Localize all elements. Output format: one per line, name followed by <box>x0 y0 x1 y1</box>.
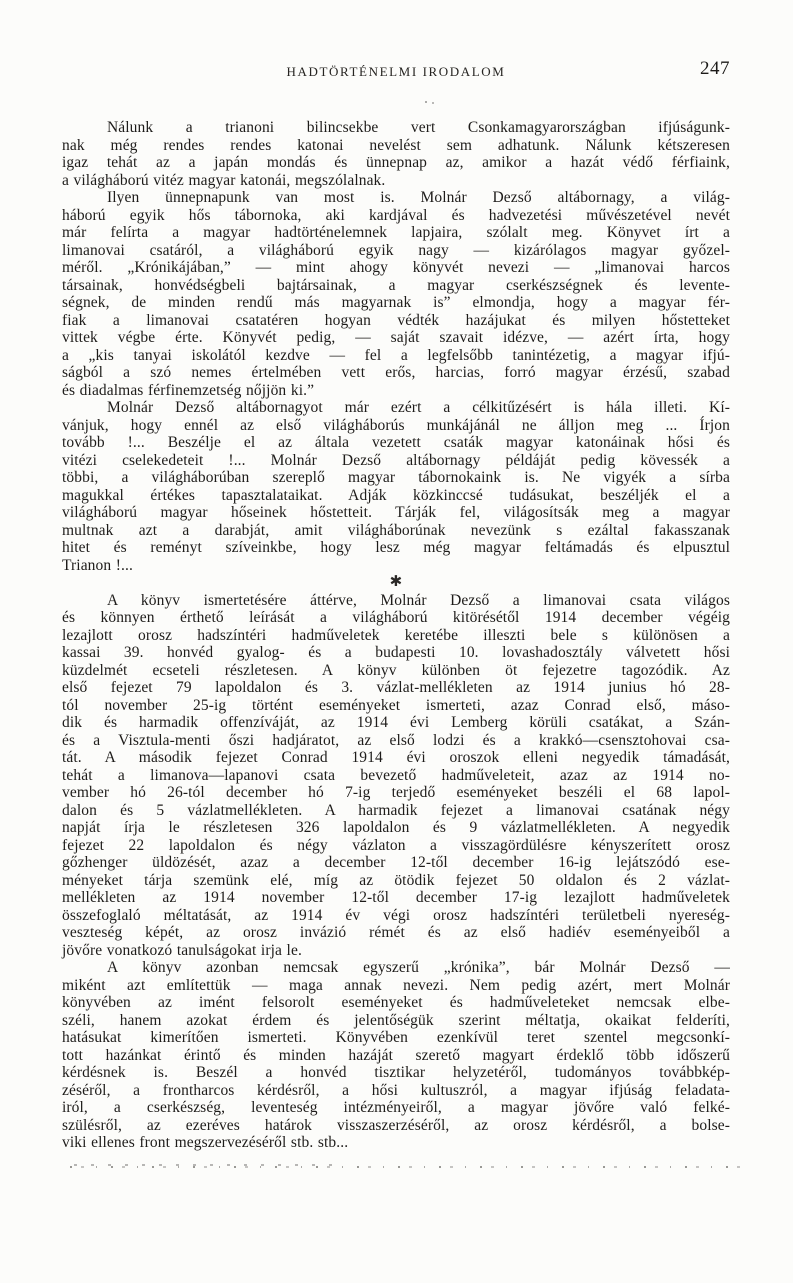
text-line: küzdelmét ecseteli részletesen. A könyv különben öt fejezetre tagozódik. Az <box>62 661 730 679</box>
text-line: multnak azt a darabját, amit világháborúnak nevezünk s ezáltal fakasszanak <box>62 521 730 539</box>
body-text <box>62 119 730 1152</box>
text-line: dalon és 5 vázlatmellékleten. A harmadik fejezet a limanovai csatának négy <box>62 801 730 819</box>
text-line: miként azt említettük — maga annak nevezi. Nem pedig azért, mert Molnár <box>62 976 730 994</box>
text-line: dik és harmadik offenzíváját, az 1914 évi Lemberg körüli csatákat, a Szán- <box>62 714 730 731</box>
text-line: hatásukat kimerítően ismerteti. Könyvében ezenkívül teret szentel megcsonkí- <box>62 1029 730 1046</box>
text-line: ságból a szó nemes értelmében vett erős, harcias, forró magyar érzésű, szabad <box>62 364 730 381</box>
text-line: vitézi cselekedeteit !... Molnár Dezső altábornagy példáját pedig kövessék a <box>62 451 730 469</box>
text-line: szülésről, az ezeréves határok visszaszerzéséről, az orosz kérdésről, a bolse- <box>62 1116 730 1134</box>
text-line: gőzhenger üldözését, azaz a december 12-től december 16-ig lejátszódó ese- <box>62 854 730 871</box>
text-line: iról, a cserkészség, leventeség intézményeiről, a magyar jövőre való felké- <box>62 1099 730 1116</box>
text-line: vember hó 26-tól december hó 7-ig terjedő eseményeket beszéli el 68 lapol- <box>62 784 730 801</box>
text-line: mellékleten az 1914 november 12-től december 17-ig lezajlott hadműveletek <box>62 889 730 906</box>
text-line: tól november 25-ig történt eseményeket ismerteti, azaz Conrad első, máso- <box>62 696 730 714</box>
text-line: ségnek, de minden rendű más magyarnak is” elmondja, hogy a magyar fér- <box>62 294 730 311</box>
text-line: Trianon !... <box>62 556 133 574</box>
text-line: Ilyen ünnepnapunk van most is. Molnár Dezső altábornagy, a világ- <box>107 189 730 206</box>
text-line: könyvében az imént felsorolt eseményeket és hadműveleteket nemcsak elbe- <box>62 994 730 1011</box>
text-line: Molnár Dezső altábornagyot már ezért a célkitűzésért is hála illeti. Kí- <box>107 399 730 416</box>
text-line: Nálunk a trianoni bilincsekbe vert Csonkamagyarországban ifjúságunk- <box>107 119 730 136</box>
text-line: veszteség képét, az orosz invázió rémét és az első hadiév eseményeiből a <box>62 924 730 941</box>
text-line: vittek végbe érte. Könyvét pedig, — saját szavait idézve, — azért írta, hogy <box>62 329 730 346</box>
text-line: kérdésnek is. Beszél a honvéd tisztikar helyzetéről, tudományos továbbkép- <box>62 1064 730 1081</box>
running-head-title: HADTÖRTÉNELMI IRODALOM <box>286 64 506 79</box>
text-line: magukkal értékes tapasztalataikat. Adják közkinccsé tudásukat, beszéljék el a <box>62 486 730 504</box>
text-line: zéséről, a frontharcos kérdésről, a hősi kultuszról, a magyar ifjúság feladata- <box>62 1081 730 1099</box>
text-column <box>62 58 730 1151</box>
scan-artifact-noise-line <box>70 1164 742 1170</box>
text-line: és a Visztula-menti őszi hadjáratot, az első lodzi és a krakkó—csensztohovai csa- <box>62 731 730 749</box>
text-line: és diadalmas férfinemzetség nőjjön ki.” <box>62 381 315 399</box>
text-line: társainak, honvédségbeli bajtársainak, a magyar cserkészségnek és levente- <box>62 276 730 294</box>
text-line: ményeket tárja szemünk elé, míg az ötödik fejezet 50 oldalon és 2 vázlat- <box>62 871 730 889</box>
text-line: hitet és reményt szíveinkbe, hogy lesz még magyar feltámadás és elpusztul <box>62 539 730 556</box>
text-line: első fejezet 79 lapoldalon és 3. vázlat-mellékleten az 1914 junius hó 28- <box>62 679 730 696</box>
text-line: tott hazánkat érintő és minden hazáját szerető magyart érdeklő több időszerű <box>62 1046 730 1064</box>
text-line: limanovai csatáról, a világháború egyik nagy — kizárólagos magyar győzel- <box>62 241 730 259</box>
text-line: és könnyen érthető leírását a világháború kitörésétől 1914 december végéig <box>62 609 730 626</box>
text-line: igaz tehát az a japán mondás és ünnepnap az, amikor a hazát védő férfiaink, <box>62 154 730 171</box>
text-line: háború egyik hős tábornoka, aki kardjával és hadvezetési művészetével nevét <box>62 206 730 224</box>
text-line: tát. A második fejezet Conrad 1914 évi oroszok elleni negyedik támadását, <box>62 749 730 766</box>
text-line: széli, hanem azokat érdem és jelentőségük szerint méltatja, okaikat felderíti, <box>62 1011 730 1029</box>
text-line: vánjuk, hogy ennél az első világháborús munkájánál ne álljon meg ... Írjon <box>62 416 730 434</box>
text-line: nak még rendes rendes katonai nevelést sem adhatunk. Nálunk kétszeresen <box>62 136 730 154</box>
text-line: már felírta a magyar hadtörténelemnek lapjaira, szólalt meg. Könyvet írt a <box>62 224 730 241</box>
scan-artifact-dots <box>425 101 439 104</box>
text-line: a világháború vitéz magyar katonái, megszólalnak. <box>62 171 386 189</box>
text-line: tehát a limanova—lapanovi csata bevezető hadműveleteit, azaz az 1914 no- <box>62 766 730 784</box>
text-line: összefoglaló méltatását, az 1914 év végi orosz hadszíntéri területbeli nyereség- <box>62 906 730 924</box>
text-line: A könyv azonban nemcsak egyszerű „krónika”, bár Molnár Dezső — <box>107 959 730 976</box>
text-line: jövőre vonatkozó tanulságokat irja le. <box>62 941 302 959</box>
text-line: méről. „Krónikájában,” — mint ahogy könyvét nevezi — „limanovai harcos <box>62 259 730 276</box>
text-line: lezajlott orosz hadszíntéri hadműveletek keretébe illeszti bele s különösen a <box>62 626 730 644</box>
text-line: többi, a világháborúban szereplő magyar tábornokaink is. Ne vigyék a sírba <box>62 469 730 486</box>
text-line: tovább !... Beszélje el az általa vezetett csaták magyar katonáinak hősi és <box>62 434 730 451</box>
text-line: viki ellenes front megszervezéséről stb. stb... <box>62 1134 349 1151</box>
text-line: fiak a limanovai csatatéren hogyan védték hazájukat és milyen hőstetteket <box>62 311 730 329</box>
text-line: világháború magyar hőseinek hőstetteit. Tárják fel, világosítsák meg a magyar <box>62 504 730 521</box>
page-header <box>62 58 730 84</box>
section-separator-star: ✱ <box>389 574 403 590</box>
text-line: napját írja le részletesen 326 lapoldalon és 9 vázlatmellékleten. A negyedik <box>62 819 730 836</box>
text-line: kassai 39. honvéd gyalog- és a budapesti 10. lovashadosztály válvetett hősi <box>62 644 730 661</box>
page-number: 247 <box>700 58 730 79</box>
text-line: A könyv ismertetésére áttérve, Molnár Dezső a limanovai csata világos <box>107 591 730 609</box>
text-line: fejezet 22 lapoldalon és négy vázlaton a visszagördülésre kényszerített orosz <box>62 836 730 854</box>
text-line: a „kis tanyai iskolától kezdve — fel a legfelsőbb tanintézetig, a magyar ifjú- <box>62 346 730 364</box>
